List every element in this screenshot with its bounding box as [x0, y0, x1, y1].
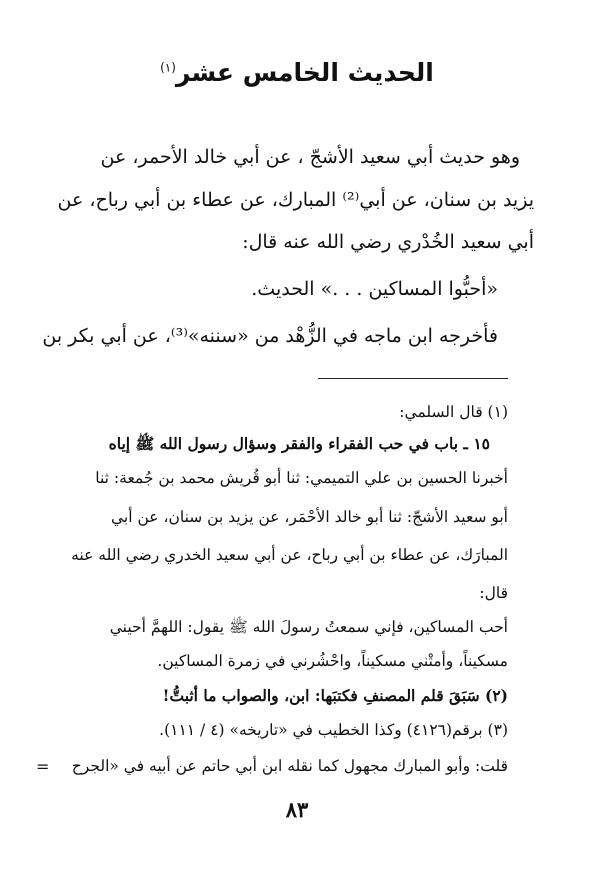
body-line: «أحبُّوا المساكين . . .» الحديث.: [251, 278, 498, 300]
footnote-line: قلت: وأبو المبارك مجهول كما نقله ابن أبي حاتم عن أبيه في «الجرح: [71, 757, 508, 775]
body-line: فأخرجه ابن ماجه في الزُّهْد من «سننه»⁽³⁾، عن أبي بكر بن: [42, 325, 498, 347]
footnote-line: أحب المساكين، فإني سمعتُ رسولَ الله ﷺ يقول: اللهمَّ أحيني: [109, 618, 508, 636]
body-line: يزيد بن سنان، عن أبي⁽²⁾ المبارك، عن عطاء بن أبي رباح، عن: [57, 189, 534, 211]
footnote-line: أخبرنا الحسين بن علي التميمي: ثنا أبو قُريش محمد بن جُمعة: ثنا: [95, 469, 508, 487]
hadith-title: [0, 58, 594, 87]
footnote-line: أبو سعيد الأشجّ: ثنا أبو خالد الأحْمَر، عن يزيد بن سنان، عن أبي: [111, 508, 508, 526]
footnote-divider: [318, 378, 508, 379]
footnote-line: قال:: [479, 584, 508, 602]
title-footnote-marker: (١): [160, 60, 176, 75]
body-line: أبي سعيد الخُدْري رضي الله عنه قال:: [242, 231, 534, 253]
footnote-line: المبارَك، عن عطاء بن أبي رباح، عن أبي سعيد الخدري رضي الله عنه: [71, 546, 508, 564]
continuation-mark: =: [36, 757, 50, 776]
footnote-chapter-heading: ١٥ ـ باب في حب الفقراء والفقر وسؤال رسول الله ﷺ إياه: [108, 434, 490, 453]
footnote-line: (٣) برقم(٤١٢٦) وكذا الخطيب في «تاريخه» (٤ / ١١١).: [159, 721, 508, 739]
footnote-line: مسكيناً، وأمتْني مسكيناً، واحْشُرني في زمرة المساكين.: [157, 652, 508, 670]
body-line: وهو حديث أبي سعيد الأشجّ ، عن أبي خالد الأحمر، عن: [100, 146, 520, 168]
title-text: الحديث الخامس عشر: [175, 58, 434, 87]
page-number: ٨٣: [285, 797, 309, 822]
footnote-line: (٢) سَبَقَ قلم المصنفِ فكتبَها: ابن، والصواب ما أثبتُّ!: [162, 686, 508, 705]
footnote-line: (١) قال السلمي:: [399, 403, 508, 421]
